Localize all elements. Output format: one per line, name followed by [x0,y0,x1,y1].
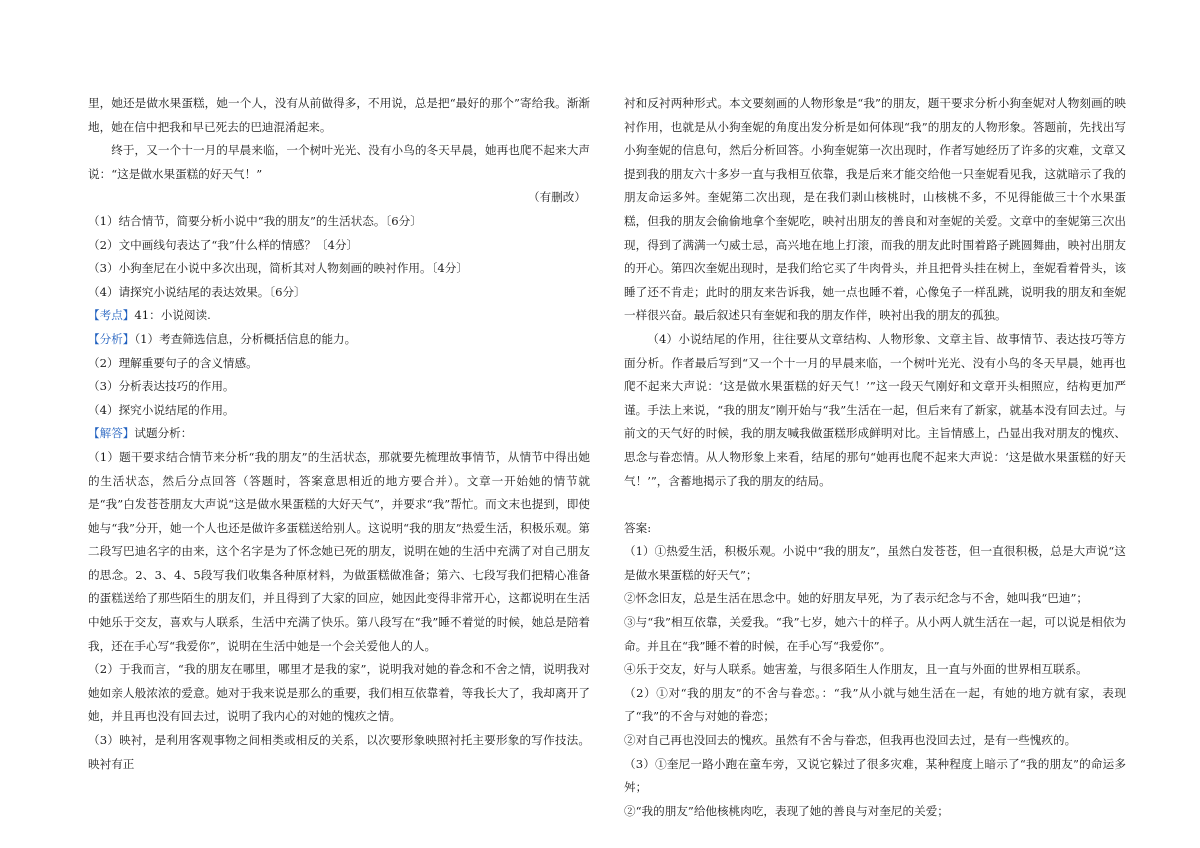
question-3: （3）小狗奎尼在小说中多次出现，简析其对人物刻画的映衬作用。〔4分〕 [88,261,468,276]
answer-item: （1）①热爱生活，积极乐观。小说中“我的朋友”，虽然白发苍苍，但一直很积极，总是大声说“这是做水果蛋糕的好天气”； [624,544,1126,582]
answer-item: ②怀念旧友，总是生活在思念中。她的好朋友早死，为了表示纪念与不舍，她叫我“巴迪”； [624,591,1089,606]
fenxi-item: （4）探究小说结尾的作用。 [88,402,235,417]
left-column [88,92,590,776]
answer-item: ③与“我”相互依靠，关爱我。“我”七岁，她六十的样子。从小两人就生活在一起，可以说是相依为命。并且在“我”睡不着的时候，在手心写“我爱你”。 [624,615,1126,653]
analysis-paragraph: （4）小说结尾的作用，往往要从文章结构、人物形象、文章主旨、故事情节、表达技巧等方面分析。作者最后写到“又一个十一月的早晨来临，一个树叶光光、没有小鸟的冬天早晨，她再也爬不起来大声说：‘这是做水果蛋糕的好天气！’”这一段天气刚好和文章开头相照应，结构更加严谨。手法上来说，“我的朋友”刚开始与“我”生活在一起，但后来有了新家，就基本没有回去过。与前文的天气好的时候，我的朋友喊我做蛋糕形成鲜明对比。主旨情感上，凸显出我对朋友的愧疚、思念与眷恋情。从人物形象上来看，结尾的那句“她再也爬不起来大声说：‘这是做水果蛋糕的好天气！’”，含蓄地揭示了我的朋友的结局。 [624,331,1126,488]
question-1: （1）结合情节，简要分析小说中“我的朋友”的生活状态。〔6分〕 [88,213,422,228]
source-note: （有删改） [528,190,586,205]
fenxi-item: （3）分析表达技巧的作用。 [88,379,235,394]
jieda-line [88,422,590,446]
analysis-paragraph: 衬和反衬两种形式。本文要刻画的人物形象是“我”的朋友，题干要求分析小狗奎妮对人物刻画的映衬作用，也就是从小狗奎妮的角度出发分析是如何体现“我”的朋友的人物形象。答题前，先找出写小狗奎妮的信息句，然后分析回答。小狗奎妮第一次出现时，作者写她经历了许多的灾难，文章又提到我的朋友六十多岁一直与我相互依靠，我是后来才能交给他一只奎妮看见我，这就暗示了我的朋友命运多舛。奎妮第二次出现，是在我们剥山核桃时，山核桃不多，不见得能做三十个水果蛋糕，但我的朋友会偷偷地拿个奎妮吃，映衬出朋友的善良和对奎妮的关爱。文章中的奎妮第三次出现，得到了满满一勺威士忌，高兴地在地上打滚，而我的朋友此时围着路子跳圆舞曲，映衬出朋友的开心。第四次奎妮出现时，是我们给它买了牛肉骨头，并且把骨头挂在树上，奎妮看着骨头，该睡了还不肯走；此时的朋友来告诉我，她一点也睡不着，心像兔子一样乱跳，说明我的朋友和奎妮一样很兴奋。最后叙述只有奎妮和我的朋友作伴，映衬出我的朋友的孤独。 [624,96,1126,323]
fenxi-item: （1）考查筛选信息，分析概括信息的能力。 [134,331,357,346]
answer-item: （2）①对“我的朋友”的不舍与眷恋。：“我”从小就与她生活在一起，有她的地方就有家，表现了“我”的不舍与对她的眷恋； [624,685,1126,724]
spacer [624,493,1126,517]
analysis-paragraph: （1）题干要求结合情节来分析“我的朋友”的生活状态，那就要先梳理故事情节，从情节中得出她的生活状态，然后分点回答（答题时，答案意思相近的地方要合并）。文章一开始她的情节就是“我”白发苍苍朋友大声说“这是做水果蛋糕的大好天气”，并要求“我”帮忙。而文末也提到，即使她与“我”分开，她一个人也还是做许多蛋糕送给别人。这说明“我的朋友”热爱生活，积极乐观。第二段写巴迪名字的由来，这个名字是为了怀念她已死的朋友，说明在她的生活中充满了对自己朋友的思念。2、3、4、5段写我们收集各种原材料，为做蛋糕做准备；第六、七段写我们把精心准备的蛋糕送给了那些陌生的朋友们，并且得到了大家的回应，她因此变得非常开心，这都说明在生活中她乐于交友，喜欢与人联系，生活中充满了快乐。第八段写在“我”睡不着觉的时候，她总是陪着我，还在手心写“我爱你”，说明在生活中她是一个会关爱他人的人。 [88,449,590,653]
analysis-paragraph: （3）映衬，是利用客观事物之间相类或相反的关系，以次要形象映照衬托主要形象的写作技法。映衬有正 [88,733,590,771]
question-2: （2）文中画线句表达了“我”什么样的情感？〔4分〕 [88,237,359,252]
kaodian-label: 【考点】 [88,308,135,323]
fenxi-line [88,328,590,352]
story-paragraph: 里，她还是做水果蛋糕，她一个人，没有从前做得多，不用说，总是把“最好的那个”寄给我。渐渐地，她在信中把我和早已死去的巴迪混淆起来。 [88,96,590,134]
fenxi-item: （2）理解重要句子的含义情感。 [88,355,258,370]
fenxi-label: 【分析】 [88,331,135,346]
kaodian-text: 41：小说阅读. [134,308,211,323]
answer-heading: 答案: [624,520,652,535]
analysis-paragraph: （2）于我而言，“我的朋友在哪里，哪里才是我的家”，说明我对她的眷念和不舍之情，说明我对她如亲人般浓浓的爱意。她对于我来说是那么的重要，我们相互依靠着，等我长大了，我却离开了她，并且再也没有回去过，说明了我内心的对她的愧疚之情。 [88,662,590,724]
answer-item: （3）①奎尼一路小跑在童车旁，又说它躲过了很多灾难，某种程度上暗示了“我的朋友”的命运多舛； [624,756,1126,795]
story-paragraph: 终于，又一个十一月的早晨来临，一个树叶光光、没有小鸟的冬天早晨，她再也爬不起来大声说：“这是做水果蛋糕的好天气！” [88,143,590,181]
answer-item: ②“我的朋友”给他核桃肉吃，表现了她的善良与对奎尼的关爱； [624,803,949,818]
jieda-intro: 试题分析： [134,426,193,441]
answer-item: ②对自己再也没回去的愧疚。虽然有不舍与眷恋，但我再也没回去过，是有一些愧疚的。 [624,733,1077,748]
answer-item: ④乐于交友，好与人联系。她害羞，与很多陌生人作朋友，且一直与外面的世界相互联系。 [624,662,1088,677]
jieda-label: 【解答】 [88,426,135,441]
kaodian-line [88,304,590,328]
right-column [624,92,1126,823]
question-4: （4）请探究小说结尾的表达效果。〔6分〕 [88,284,306,299]
